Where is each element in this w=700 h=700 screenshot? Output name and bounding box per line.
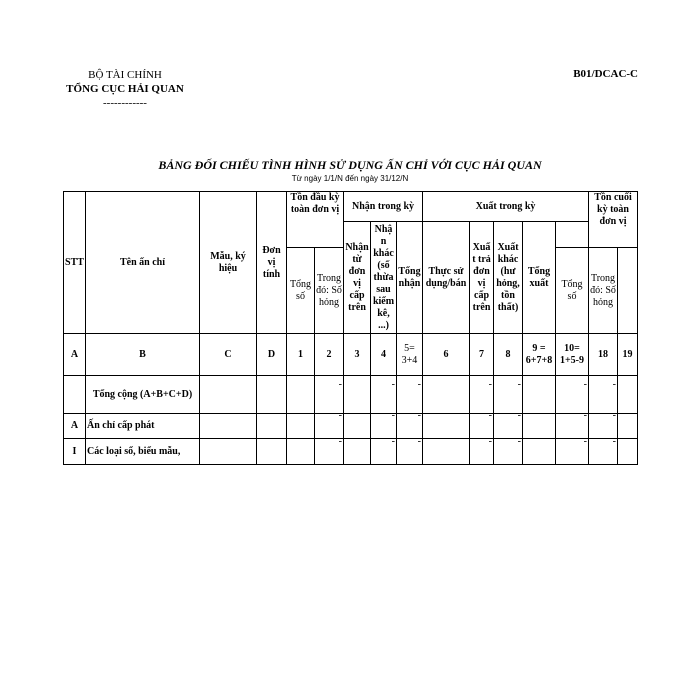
empty-dash: - xyxy=(488,413,492,421)
col-header-issue-total: Tổng xuất xyxy=(523,222,556,334)
code-cell: B xyxy=(86,334,200,376)
empty-dash: - xyxy=(583,438,588,447)
empty-dash: - xyxy=(488,378,492,390)
empty-dash: - xyxy=(338,438,342,447)
col-header-close-total: Tổng số xyxy=(556,248,589,334)
code-cell: 6 xyxy=(423,334,470,376)
ministry-name: BỘ TÀI CHÍNH xyxy=(88,69,162,81)
code-cell: 8 xyxy=(494,334,523,376)
col-header-issue-other: Xuất khác (hư hỏng, tồn thất) xyxy=(494,222,523,334)
code-cell: 19 xyxy=(618,334,638,376)
row-name: Tổng cộng (A+B+C+D) xyxy=(86,376,200,414)
code-cell: 4 xyxy=(371,334,397,376)
col-header-unit: Đơn vị tính xyxy=(257,192,287,334)
col-header-issued: Xuất trong kỳ xyxy=(423,192,589,222)
code-cell: C xyxy=(200,334,257,376)
code-cell: 3 xyxy=(344,334,371,376)
table-row xyxy=(64,439,638,465)
col-header-open-total: Tổng số xyxy=(287,248,315,334)
code-cell: 2 xyxy=(315,334,344,376)
row-name: Ấn chỉ cấp phát xyxy=(86,414,200,439)
code-cell: 5= 3+4 xyxy=(397,334,423,376)
row-stt: A xyxy=(64,414,86,439)
row-stt xyxy=(64,376,86,414)
empty-dash: - xyxy=(488,438,492,447)
agency-rule: ------------ xyxy=(103,97,147,109)
form-code: B01/DCAC-C xyxy=(573,68,638,80)
col-header-name: Tên ấn chỉ xyxy=(86,192,200,334)
code-cell: 1 xyxy=(287,334,315,376)
col-header-closing: Tồn cuối kỳ toàn đơn vị xyxy=(589,192,638,248)
row-stt: I xyxy=(64,439,86,465)
row-name: Các loại sổ, biểu mẫu, xyxy=(86,439,200,465)
col-header-used: Thực sử dụng/bán xyxy=(423,222,470,334)
code-row xyxy=(64,334,638,376)
empty-dash: - xyxy=(517,378,521,390)
agency-block xyxy=(60,68,190,110)
empty-dash: - xyxy=(583,378,588,390)
department-name: TỔNG CỤC HẢI QUAN xyxy=(66,83,184,95)
empty-dash: - xyxy=(391,378,395,390)
code-cell: A xyxy=(64,334,86,376)
col-header-recv-total: Tổng nhận xyxy=(397,222,423,334)
empty-dash: - xyxy=(391,438,395,447)
col-header-received: Nhận trong kỳ xyxy=(344,192,423,222)
empty-dash: - xyxy=(517,438,521,447)
col-header-recv-other: Nhận khác (số thừa sau kiểm kê, ...) xyxy=(371,222,397,334)
empty-dash: - xyxy=(338,413,342,421)
code-cell: 9 = 6+7+8 xyxy=(523,334,556,376)
reconciliation-table xyxy=(63,191,638,465)
empty-dash: - xyxy=(417,413,421,421)
empty-dash: - xyxy=(517,413,521,421)
empty-dash: - xyxy=(612,413,617,421)
report-title: BẢNG ĐỐI CHIẾU TÌNH HÌNH SỬ DỤNG ẤN CHỈ VỚI CỤC HẢI QUAN xyxy=(158,158,542,172)
empty-dash: - xyxy=(612,438,617,447)
col-header-stt: STT xyxy=(64,192,86,334)
empty-dash: - xyxy=(417,438,421,447)
col-header-recv-upper: Nhận từ đơn vị cấp trên xyxy=(344,222,371,334)
col-header-close-damaged: Trong đó: Số hỏng xyxy=(589,248,618,334)
code-cell: 10= 1+5-9 xyxy=(556,334,589,376)
report-period: Từ ngày 1/1/N đến ngày 31/12/N xyxy=(291,174,409,183)
table-row xyxy=(64,414,638,439)
code-cell: 7 xyxy=(470,334,494,376)
col-header-opening: Tồn đầu kỳ toàn đơn vị xyxy=(287,192,344,248)
empty-dash: - xyxy=(338,378,342,390)
col-header-return-upper: Xuất trả đơn vị cấp trên xyxy=(470,222,494,334)
col-header-open-damaged: Trong đó: Số hỏng xyxy=(315,248,344,334)
empty-dash: - xyxy=(583,413,588,421)
code-cell: 18 xyxy=(589,334,618,376)
empty-dash: - xyxy=(612,378,617,390)
table-row xyxy=(64,376,638,414)
empty-dash: - xyxy=(417,378,421,390)
col-header-code: Mẫu, ký hiệu xyxy=(200,192,257,334)
empty-dash: - xyxy=(391,413,395,421)
code-cell: D xyxy=(257,334,287,376)
